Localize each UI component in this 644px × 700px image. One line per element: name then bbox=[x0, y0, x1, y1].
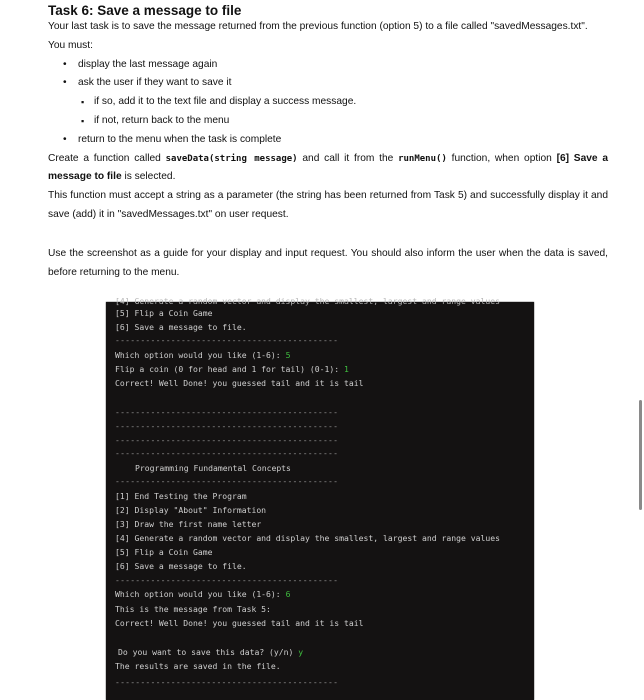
terminal-divider: -------------------------------------------- bbox=[115, 435, 339, 445]
requirements-list bbox=[48, 56, 608, 94]
prompt-text: Flip a coin (0 for head and 1 for tail) (0-1): bbox=[115, 364, 345, 374]
task-title: Task 6: Save a message to file bbox=[48, 3, 242, 18]
user-input: 5 bbox=[285, 350, 291, 360]
terminal-line bbox=[115, 589, 290, 599]
terminal-line bbox=[118, 647, 303, 657]
list-item: ▪ if not, return back to the menu bbox=[48, 112, 608, 131]
text-span: function, when option bbox=[446, 152, 557, 164]
list-item: ▪ if so, add it to the text file and display a success message. bbox=[48, 93, 608, 112]
terminal-line: Correct! Well Done! you guessed tail and it is tail bbox=[115, 618, 364, 628]
accept-paragraph: This function must accept a string as a parameter (the string has been returned from Task 5) and successfully display it and save (add) it in "savedMessages.txt" on user request. bbox=[48, 190, 608, 220]
menu-item: [1] End Testing the Program bbox=[115, 491, 247, 501]
menu-item: [5] Flip a Coin Game bbox=[115, 547, 213, 557]
list-item: • display the last message again bbox=[48, 56, 608, 75]
terminal-line: [4] Generate a random vector and display the smallest, largest and range values bbox=[115, 296, 500, 306]
terminal-line: Correct! Well Done! you guessed tail and it is tail bbox=[115, 378, 364, 388]
text-span: and call it from the bbox=[297, 152, 399, 164]
requirements-list-end bbox=[48, 131, 608, 150]
prompt-text: Which option would you like (1-6): bbox=[115, 589, 286, 599]
option-label: [6] Save a message to file bbox=[48, 152, 608, 183]
intro-paragraph: Your last task is to save the message returned from the previous function (option 5) to a file called "savedMessages.txt". bbox=[48, 21, 588, 32]
sub-requirements-list bbox=[48, 93, 608, 131]
text-span: Create a function called bbox=[48, 152, 166, 164]
prompt-text: Which option would you like (1-6): bbox=[115, 350, 286, 360]
create-function-paragraph bbox=[48, 150, 608, 188]
prompt-text: Do you want to save this data? (y/n) bbox=[118, 647, 299, 657]
menu-item: [4] Generate a random vector and display the smallest, largest and range values bbox=[115, 533, 500, 543]
scrollbar-thumb[interactable] bbox=[639, 400, 642, 510]
you-must-label: You must: bbox=[48, 39, 93, 51]
terminal-line: [6] Save a message to file. bbox=[115, 322, 247, 332]
list-item: • ask the user if they want to save it bbox=[48, 74, 608, 93]
text-span: is selected. bbox=[121, 171, 176, 183]
terminal-screenshot bbox=[106, 296, 534, 700]
terminal-line: [5] Flip a Coin Game bbox=[115, 308, 213, 318]
terminal-divider: -------------------------------------------- bbox=[115, 476, 339, 486]
terminal-line bbox=[115, 350, 290, 360]
user-input: y bbox=[298, 647, 304, 657]
menu-item: [2] Display "About" Information bbox=[115, 505, 267, 515]
terminal-line bbox=[115, 364, 349, 374]
task-document bbox=[48, 0, 608, 282]
terminal-divider: -------------------------------------------- bbox=[115, 335, 339, 345]
guide-paragraph: Use the screenshot as a guide for your display and input request. You should also inform the user when the data is saved, before returning to the menu. bbox=[48, 247, 608, 278]
list-item: • return to the menu when the task is complete bbox=[48, 131, 608, 150]
function-name: runMenu() bbox=[398, 153, 447, 164]
function-signature: saveData(string message) bbox=[165, 153, 298, 164]
menu-heading: Programming Fundamental Concepts bbox=[135, 463, 291, 473]
terminal-divider: -------------------------------------------- bbox=[115, 421, 339, 431]
terminal-divider: -------------------------------------------- bbox=[115, 407, 339, 417]
user-input: 6 bbox=[285, 589, 291, 599]
terminal-divider: -------------------------------------------- bbox=[115, 448, 339, 458]
user-input: 1 bbox=[344, 364, 349, 374]
menu-item: [6] Save a message to file. bbox=[115, 561, 247, 571]
menu-item: [3] Draw the first name letter bbox=[115, 519, 262, 529]
terminal-divider: -------------------------------------------- bbox=[115, 575, 339, 585]
terminal-line: The results are saved in the file. bbox=[115, 661, 281, 671]
terminal-divider: -------------------------------------------- bbox=[115, 677, 339, 687]
terminal-line: This is the message from Task 5: bbox=[115, 604, 271, 614]
